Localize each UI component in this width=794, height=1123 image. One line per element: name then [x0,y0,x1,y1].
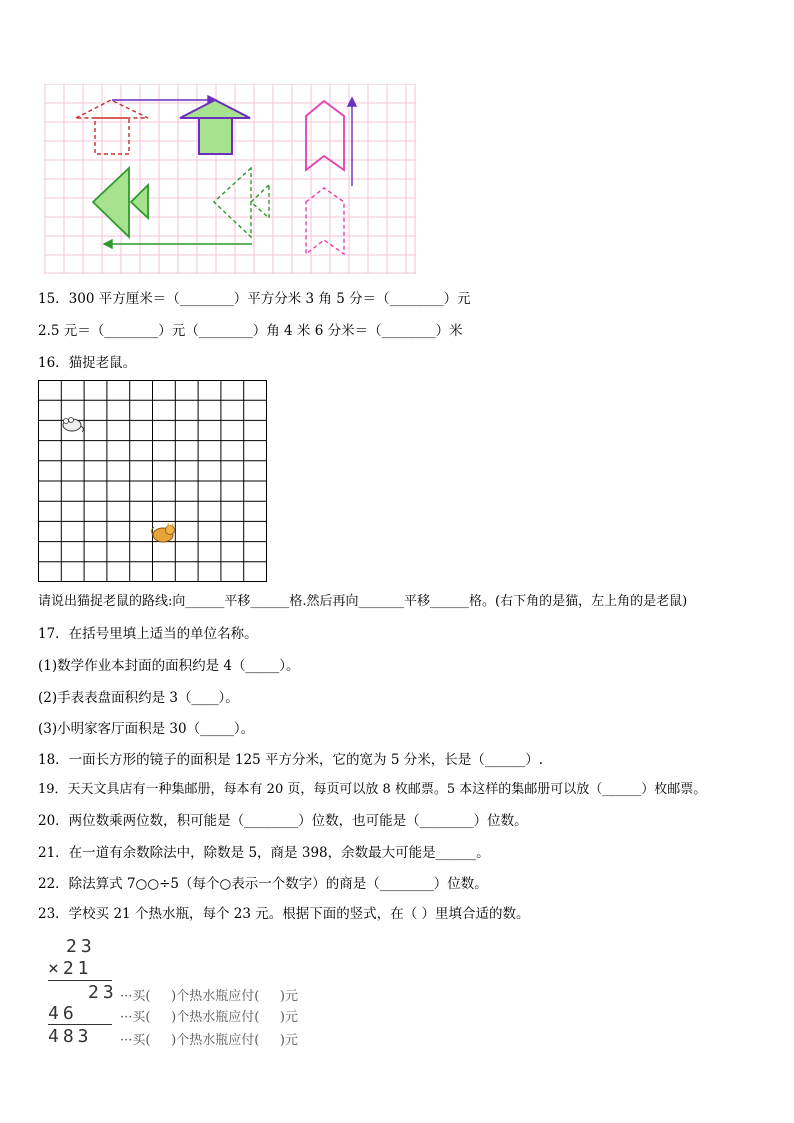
result-line-2 [48,1024,112,1025]
final-product: 483 [48,1026,93,1047]
q16-prompt: 请说出猫捉老鼠的路线:向______平移______格.然后再向_______平移______格。(右下角的是猫，左上角的是老鼠) [38,594,688,609]
cat-icon [152,523,175,542]
result-line-1 [48,980,112,981]
q23-title: 23．学校买 21 个热水瓶，每个 23 元。根据下面的竖式，在（ ）里填合适的数。 [38,906,530,922]
multiplicand: 23 [66,936,96,957]
q15-line2: 2.5 元＝（________）元（________）角 4 米 6 分米＝（________）米 [38,323,463,339]
dashed-house-shape [76,100,148,154]
multiplier: ×21 [48,958,93,979]
dashed-triangles-shape [214,168,269,237]
note-2: ···买( )个热水瓶应付( )元 [120,1010,299,1025]
note-1: ···买( )个热水瓶应付( )元 [120,989,299,1004]
cat-mouse-grid [38,380,267,582]
q17-b: (2)手表表盘面积约是 3（____）。 [38,690,239,706]
note-3: ···买( )个热水瓶应付( )元 [120,1033,299,1048]
q22-text: 22．除法算式 7○○÷5（每个○表示一个数字）的商是（________）位数。 [38,876,488,892]
partial-product-2: 46 [48,1003,78,1024]
q18-text: 18．一面长方形的镜子的面积是 125 平方分米，它的宽为 5 分米，长是（______）. [38,752,543,768]
solid-house-shape [180,100,250,154]
q17-c: (3)小明家客厅面积是 30（_____）。 [38,721,255,737]
q15-line1: 15．300 平方厘米＝（________）平方分米 3 角 5 分＝（________）元 [38,291,471,307]
mouse-icon [63,418,83,433]
q16-title: 16．猫捉老鼠。 [38,355,137,371]
q19-text: 19．天天文具店有一种集邮册，每本有 20 页，每页可以放 8 枚邮票。5 本这样的集邮册可以放（______）枚邮票。 [38,782,707,797]
q17-title: 17．在括号里填上适当的单位名称。 [38,626,258,642]
q20-text: 20．两位数乘两位数，积可能是（________）位数，也可能是（________）位数。 [38,813,528,829]
partial-product-1: 23 [88,982,118,1003]
q21-text: 21．在一道有余数除法中，除数是 5，商是 398，余数最大可能是______。 [38,845,490,861]
translation-figure [44,84,416,274]
q17-a: (1)数学作业本封面的面积约是 4（_____）。 [38,658,300,674]
